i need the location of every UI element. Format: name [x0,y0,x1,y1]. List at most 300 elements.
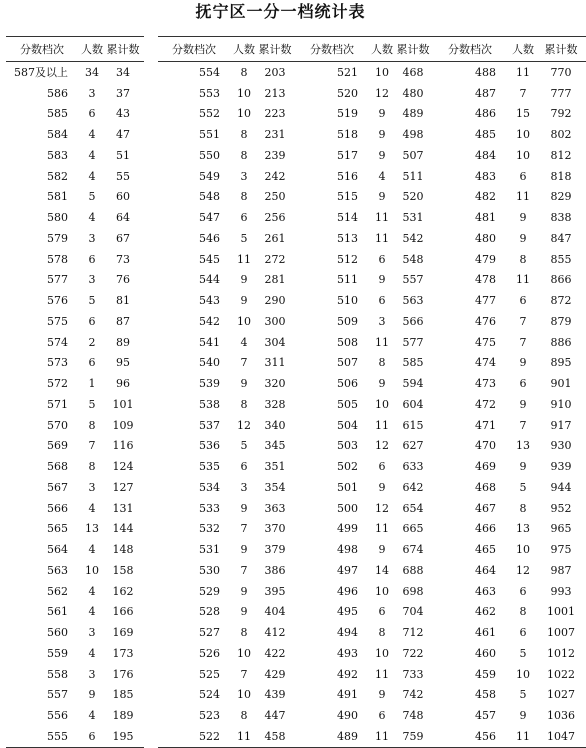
table-row [434,602,586,623]
score-cell: 511 [337,273,358,287]
score-cell: 497 [337,563,358,577]
cumulative-cell: 144 [112,522,134,536]
table-row [434,436,586,457]
cumulative-cell: 1036 [547,709,575,723]
cumulative-cell: 802 [550,128,572,142]
cumulative-cell: 965 [550,522,572,536]
score-cell: 530 [199,563,220,577]
cumulative-cell: 73 [116,252,130,266]
cumulative-cell: 213 [264,86,286,100]
count-cell: 9 [240,584,248,598]
table-block-4 [434,36,586,748]
score-cell: 517 [337,148,358,162]
count-cell: 11 [516,273,530,287]
score-cell: 485 [475,128,496,142]
cumulative-cell: 910 [550,397,572,411]
score-cell: 479 [475,252,496,266]
cumulative-cell: 733 [402,667,424,681]
cumulative-cell: 930 [550,439,572,453]
count-cell: 9 [240,377,248,391]
count-cell: 9 [378,273,386,287]
table-row [158,207,296,228]
count-cell: 10 [237,107,251,121]
score-cell: 538 [199,397,220,411]
count-cell: 6 [519,377,527,391]
cumulative-cell: 447 [264,709,286,723]
table-row [158,726,296,747]
count-cell: 5 [88,190,96,204]
table-row [158,539,296,560]
table-row [6,270,144,291]
score-cell: 494 [337,626,358,640]
table-row [6,726,144,747]
cumulative-cell: 952 [550,501,572,515]
score-cell: 577 [47,273,68,287]
score-cell: 481 [475,211,496,225]
table-row [434,311,586,332]
cumulative-cell: 231 [264,128,286,142]
table-row [434,83,586,104]
cumulative-cell: 642 [402,480,424,494]
score-cell: 549 [199,169,220,183]
count-cell: 13 [516,522,530,536]
table-row [158,311,296,332]
score-cell: 532 [199,522,220,536]
cumulative-cell: 886 [550,335,572,349]
count-cell: 11 [375,418,389,432]
count-cell: 11 [375,211,389,225]
count-cell: 10 [375,397,389,411]
count-cell: 6 [378,709,386,723]
cumulative-cell: 829 [550,190,572,204]
count-cell: 10 [516,148,530,162]
table-row [434,415,586,436]
count-cell: 6 [88,729,96,743]
table-row [296,436,434,457]
count-cell: 34 [85,65,99,79]
score-cell: 480 [475,231,496,245]
cumulative-cell: 542 [402,231,424,245]
cumulative-cell: 340 [264,418,286,432]
count-cell: 11 [237,729,251,743]
score-cell: 506 [337,377,358,391]
table-block-2 [158,36,296,748]
table-row [296,394,434,415]
count-cell: 5 [240,231,248,245]
cumulative-cell: 770 [550,65,572,79]
table-row [296,83,434,104]
score-cell: 465 [475,543,496,557]
table-row [6,477,144,498]
score-cell: 468 [475,480,496,494]
count-cell: 3 [88,86,96,100]
table-row [434,353,586,374]
count-cell: 9 [378,688,386,702]
cumulative-cell: 195 [112,729,134,743]
table-row [6,560,144,581]
count-cell: 11 [375,335,389,349]
cumulative-cell: 67 [116,231,130,245]
count-cell: 4 [88,211,96,225]
score-cell: 475 [475,335,496,349]
score-cell: 521 [337,65,358,79]
score-cell: 488 [475,65,496,79]
score-cell: 533 [199,501,220,515]
score-cell: 563 [47,563,68,577]
count-cell: 6 [519,626,527,640]
count-cell: 9 [378,128,386,142]
score-cell: 458 [475,688,496,702]
table-row [6,166,144,187]
cumulative-cell: 189 [112,709,134,723]
cumulative-cell: 386 [264,563,286,577]
score-cell: 483 [475,169,496,183]
cumulative-cell: 37 [116,86,130,100]
score-cell: 586 [47,86,68,100]
count-cell: 13 [85,522,99,536]
count-cell: 13 [516,439,530,453]
cumulative-cell: 917 [550,418,572,432]
count-cell: 9 [519,397,527,411]
cumulative-cell: 566 [402,314,424,328]
count-cell: 9 [378,190,386,204]
cumulative-cell: 855 [550,252,572,266]
table-row [434,664,586,685]
table-row [6,705,144,726]
count-cell: 7 [519,314,527,328]
table-row [296,166,434,187]
score-cell: 482 [475,190,496,204]
count-cell: 11 [516,190,530,204]
score-cell: 552 [199,107,220,121]
table-row [158,456,296,477]
count-cell: 12 [375,439,389,453]
table-row [434,270,586,291]
score-cell: 576 [47,294,68,308]
cumulative-cell: 43 [116,107,130,121]
table-row [158,124,296,145]
cumulative-cell: 354 [264,480,286,494]
cumulative-cell: 272 [264,252,286,266]
table-row [6,581,144,602]
count-cell: 9 [378,543,386,557]
cumulative-cell: 351 [264,460,286,474]
cumulative-cell: 304 [264,335,286,349]
table-row [296,187,434,208]
score-cell: 473 [475,377,496,391]
cumulative-cell: 96 [116,377,130,391]
count-cell: 11 [375,729,389,743]
column-header: 人数 [233,43,255,56]
table-row [158,664,296,685]
count-cell: 5 [88,397,96,411]
table-row [296,685,434,706]
table-block-3 [296,36,434,748]
table-row [296,643,434,664]
count-cell: 8 [240,626,248,640]
table-row [6,685,144,706]
count-cell: 5 [519,688,527,702]
count-cell: 9 [519,231,527,245]
cumulative-cell: 34 [116,65,130,79]
column-header: 累计数 [106,43,140,56]
count-cell: 12 [516,563,530,577]
cumulative-cell: 847 [550,231,572,245]
count-cell: 7 [240,667,248,681]
count-cell: 9 [240,294,248,308]
table-row [296,726,434,747]
score-cell: 469 [475,460,496,474]
count-cell: 9 [378,377,386,391]
score-cell: 460 [475,646,496,660]
score-cell: 542 [199,314,220,328]
score-cell: 556 [47,709,68,723]
count-cell: 4 [378,169,386,183]
count-cell: 9 [519,211,527,225]
score-cell: 515 [337,190,358,204]
header-row [434,37,586,62]
count-cell: 10 [237,314,251,328]
header-row [6,37,144,62]
score-cell: 514 [337,211,358,225]
count-cell: 10 [375,646,389,660]
cumulative-cell: 577 [402,335,424,349]
count-cell: 3 [378,314,386,328]
count-cell: 11 [375,667,389,681]
cumulative-cell: 748 [402,709,424,723]
cumulative-cell: 250 [264,190,286,204]
count-cell: 5 [519,646,527,660]
cumulative-cell: 563 [402,294,424,308]
column-header: 分数档次 [172,43,216,56]
count-cell: 4 [88,584,96,598]
table-row [6,539,144,560]
header-row [296,37,434,62]
count-cell: 9 [519,356,527,370]
count-cell: 8 [240,128,248,142]
cumulative-cell: 712 [402,626,424,640]
score-cell: 489 [337,729,358,743]
table-row [6,124,144,145]
count-cell: 8 [240,190,248,204]
cumulative-cell: 468 [402,65,424,79]
score-cell: 493 [337,646,358,660]
table-row [434,539,586,560]
cumulative-cell: 158 [112,563,134,577]
table-row [434,622,586,643]
table-row [158,83,296,104]
table-row [296,104,434,125]
count-cell: 5 [88,294,96,308]
cumulative-cell: 239 [264,148,286,162]
count-cell: 11 [516,729,530,743]
cumulative-cell: 89 [116,335,130,349]
count-cell: 5 [519,480,527,494]
count-cell: 11 [516,65,530,79]
cumulative-cell: 895 [550,356,572,370]
cumulative-cell: 792 [550,107,572,121]
column-header: 人数 [81,43,103,56]
table-row [296,705,434,726]
cumulative-cell: 759 [402,729,424,743]
score-cell: 459 [475,667,496,681]
cumulative-cell: 498 [402,128,424,142]
cumulative-cell: 422 [264,646,286,660]
score-cell: 505 [337,397,358,411]
table-row [296,477,434,498]
cumulative-cell: 256 [264,211,286,225]
table-row [434,249,586,270]
cumulative-cell: 81 [116,294,130,308]
table-row [296,145,434,166]
score-cell: 584 [47,128,68,142]
score-cell: 579 [47,231,68,245]
count-cell: 4 [88,169,96,183]
table-row [158,622,296,643]
score-cell: 560 [47,626,68,640]
count-cell: 9 [519,709,527,723]
table-row [158,685,296,706]
score-cell: 566 [47,501,68,515]
count-cell: 8 [378,626,386,640]
count-cell: 8 [240,709,248,723]
table-row [158,249,296,270]
count-cell: 6 [519,169,527,183]
table-row [434,456,586,477]
column-header: 累计数 [544,43,578,56]
cumulative-cell: 203 [264,65,286,79]
score-cell: 524 [199,688,220,702]
table-row [434,705,586,726]
count-cell: 15 [516,107,530,121]
count-cell: 8 [88,418,96,432]
score-cell: 486 [475,107,496,121]
count-cell: 8 [240,397,248,411]
score-cell: 551 [199,128,220,142]
cumulative-cell: 60 [116,190,130,204]
cumulative-cell: 742 [402,688,424,702]
count-cell: 6 [88,252,96,266]
count-cell: 10 [375,65,389,79]
score-cell: 523 [199,709,220,723]
table-row [434,560,586,581]
count-cell: 9 [378,480,386,494]
score-cell: 540 [199,356,220,370]
table-row [158,519,296,540]
table-row [434,124,586,145]
score-cell: 508 [337,335,358,349]
score-cell: 587及以上 [14,66,68,80]
cumulative-cell: 812 [550,148,572,162]
column-header: 分数档次 [310,43,354,56]
table-row [296,290,434,311]
score-cell: 516 [337,169,358,183]
count-cell: 10 [516,543,530,557]
score-cell: 572 [47,377,68,391]
table-row [434,581,586,602]
cumulative-cell: 395 [264,584,286,598]
cumulative-cell: 169 [112,626,134,640]
score-cell: 561 [47,605,68,619]
cumulative-cell: 290 [264,294,286,308]
cumulative-cell: 480 [402,86,424,100]
cumulative-cell: 328 [264,397,286,411]
table-row [6,353,144,374]
count-cell: 11 [375,231,389,245]
count-cell: 9 [240,543,248,557]
score-cell: 490 [337,709,358,723]
count-cell: 10 [237,86,251,100]
table-row [296,207,434,228]
cumulative-cell: 531 [402,211,424,225]
cumulative-cell: 520 [402,190,424,204]
score-cell: 471 [475,418,496,432]
cumulative-cell: 1007 [547,626,575,640]
score-cell: 462 [475,605,496,619]
cumulative-cell: 320 [264,377,286,391]
table-row [6,228,144,249]
count-cell: 6 [378,252,386,266]
score-cell: 525 [199,667,220,681]
score-cell: 520 [337,86,358,100]
score-cell: 585 [47,107,68,121]
table-row [434,394,586,415]
score-cell: 461 [475,626,496,640]
count-cell: 6 [88,107,96,121]
score-cell: 500 [337,501,358,515]
cumulative-cell: 987 [550,563,572,577]
score-cell: 484 [475,148,496,162]
count-cell: 3 [88,231,96,245]
score-cell: 539 [199,377,220,391]
cumulative-cell: 47 [116,128,130,142]
score-cell: 512 [337,252,358,266]
score-cell: 574 [47,335,68,349]
count-cell: 7 [519,86,527,100]
cumulative-cell: 688 [402,563,424,577]
score-cell: 580 [47,211,68,225]
table-row [434,685,586,706]
table-row [434,166,586,187]
count-cell: 4 [88,605,96,619]
table-row [296,228,434,249]
table-row [296,373,434,394]
score-cell: 570 [47,418,68,432]
count-cell: 9 [240,605,248,619]
count-cell: 10 [85,563,99,577]
score-cell: 555 [47,729,68,743]
table-row [6,187,144,208]
table-row [158,602,296,623]
score-cell: 487 [475,86,496,100]
table-row [6,207,144,228]
column-header: 分数档次 [20,43,64,56]
count-cell: 10 [375,584,389,598]
score-cell: 529 [199,584,220,598]
column-header: 人数 [512,43,534,56]
table-row [6,602,144,623]
score-cell: 536 [199,439,220,453]
count-cell: 7 [240,356,248,370]
cumulative-cell: 901 [550,377,572,391]
table-row [158,145,296,166]
table-row [296,311,434,332]
table-row [6,104,144,125]
score-cell: 496 [337,584,358,598]
cumulative-cell: 116 [112,439,134,453]
score-cell: 528 [199,605,220,619]
table-row [158,477,296,498]
